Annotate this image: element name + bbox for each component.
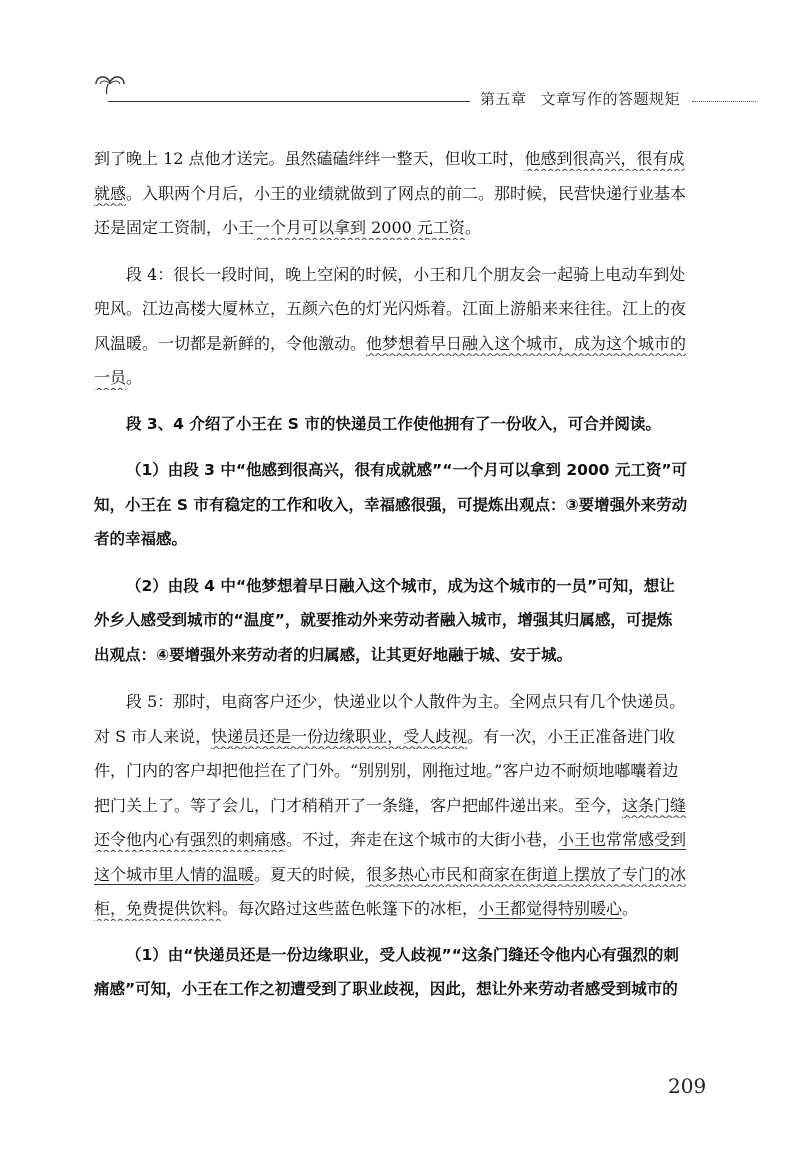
highlighted-text: 小王都觉得特别暖心 (478, 899, 623, 918)
highlighted-text: 这个城市里人情的温暖 (94, 864, 255, 884)
text-run: 。 (126, 368, 143, 387)
highlighted-text: 还令他内心有强烈的刺痛感 (94, 830, 287, 849)
text-run: （1）由“快递员还是一份边缘职业，受人歧视”“这条门缝还令他内心有强烈的刺 (126, 945, 679, 964)
highlighted-text: 就感 (94, 183, 127, 203)
text-run: 件，门内的客户却把他拦在了门外。“别别别，刚拖过地。”客户边不耐烦地嘟囔着边 (94, 761, 679, 780)
paragraph (94, 574, 706, 668)
paragraph (94, 146, 706, 240)
text-run: 兜风。江边高楼大厦林立，五颜六色的灯光闪烁着。江面上游船来来往往。江上的夜 (94, 299, 687, 318)
text-run: 。入职两个月后，小王的业绩就做到了网点的前二。那时候，民营快递行业基本 (126, 183, 687, 203)
page-body (94, 146, 706, 1012)
text-line (94, 689, 706, 714)
text-line (94, 181, 706, 206)
text-run: 段 4：很长一段时间，晚上空闲的时候，小王和几个朋友会一起骑上电动车到处 (126, 264, 686, 284)
highlighted-text: 他感到很高兴，很有成 (524, 149, 685, 168)
text-run: 对 S 市人来说， (94, 726, 212, 746)
leaf-ornament-icon (92, 70, 128, 94)
text-run: 痛感”可知，小王在工作之初遭受到了职业歧视，因此，想让外来劳动者感受到城市的 (94, 980, 678, 998)
text-line (94, 458, 706, 483)
highlighted-text: 柜，免费提供饮料 (94, 899, 223, 918)
paragraph (94, 943, 706, 1003)
text-run: 者的幸福感。 (94, 530, 188, 548)
chapter-heading (480, 88, 690, 109)
text-run: （1）由段 3 中“他感到很高兴，很有成就感”“一个月可以拿到 2000 元工资”可 (126, 461, 688, 479)
text-run: 外乡人感受到城市的“温度”，就要推动外来劳动者融入城市，增强其归属感，可提炼 (94, 611, 673, 629)
text-run: 段 3、4 介绍了小王在 S 市的快递员工作使他拥有了一份收入，可合并阅读。 (126, 414, 661, 433)
text-line (94, 943, 706, 968)
text-line (94, 896, 706, 921)
text-line (94, 758, 706, 783)
text-run: 段 5：那时，电商客户还少，快递业以个人散件为主。全网点只有几个快递员。 (126, 692, 686, 711)
text-line (94, 262, 706, 287)
text-run: 。 (464, 218, 481, 237)
text-line (94, 412, 706, 437)
highlighted-text: 他梦想着早日融入这个城市，成为这个城市的 (366, 333, 687, 353)
text-line (94, 296, 706, 321)
text-line (94, 643, 706, 668)
text-run: 把门关上了。等了会儿，门才稍稍开了一条缝，客户把邮件递出来。至今， (94, 795, 623, 815)
text-run: 。夏天的时候， (254, 864, 367, 884)
text-line (94, 215, 706, 240)
text-line (94, 977, 706, 1002)
header-rule-left (108, 101, 470, 102)
highlighted-text: 小王也常常感受到 (558, 830, 687, 849)
text-run: 到了晚上 12 点他才送完。虽然磕磕绊绊一整天，但收工时， (94, 149, 525, 168)
highlighted-text: 很多热心市民和商家在街道上摆放了专门的冰 (366, 864, 687, 884)
text-line (94, 493, 706, 518)
text-run: 。不过，奔走在这个城市的大街小巷， (286, 830, 559, 849)
text-line (94, 331, 706, 356)
text-line (94, 527, 706, 552)
text-run: 。每次路过这些蓝色帐篷下的冰柜， (222, 899, 479, 918)
text-run: 还是固定工资制，小王 (94, 218, 255, 237)
text-line (94, 827, 706, 852)
paragraph (94, 458, 706, 552)
text-line (94, 365, 706, 390)
text-line (94, 146, 706, 171)
text-run: 。有一次，小王正准备进门收 (467, 726, 676, 746)
text-run: 风温暖。一切都是新鲜的，令他激动。 (94, 333, 367, 353)
paragraph (94, 412, 706, 437)
chapter-label: 第五章 (480, 90, 527, 108)
chapter-title: 文章写作的答题规矩 (540, 90, 681, 108)
header-rule-right (692, 101, 756, 102)
text-run: 出观点：④要增强外来劳动者的归属感，让其更好地融于城、安于城。 (94, 645, 573, 664)
highlighted-text: 一员 (94, 368, 127, 387)
text-line (94, 574, 706, 599)
text-run: 知，小王在 S 市有稳定的工作和收入，幸福感很强，可提炼出观点：③要增强外来劳动 (94, 495, 688, 514)
text-run: （2）由段 4 中“他梦想着早日融入这个城市，成为这个城市的一员”可知，想让 (126, 576, 675, 595)
page-number: 209 (668, 1074, 707, 1098)
highlighted-text: 一个月可以拿到 2000 元工资 (254, 218, 465, 237)
highlighted-text: 这条门缝 (622, 795, 687, 815)
text-line (94, 724, 706, 749)
text-line (94, 608, 706, 633)
paragraph (94, 689, 706, 921)
page-header (0, 0, 800, 110)
text-line (94, 862, 706, 887)
highlighted-text: 快递员还是一份边缘职业，受人歧视 (211, 726, 468, 746)
text-line (94, 793, 706, 818)
text-run: 。 (622, 899, 639, 918)
paragraph (94, 262, 706, 391)
